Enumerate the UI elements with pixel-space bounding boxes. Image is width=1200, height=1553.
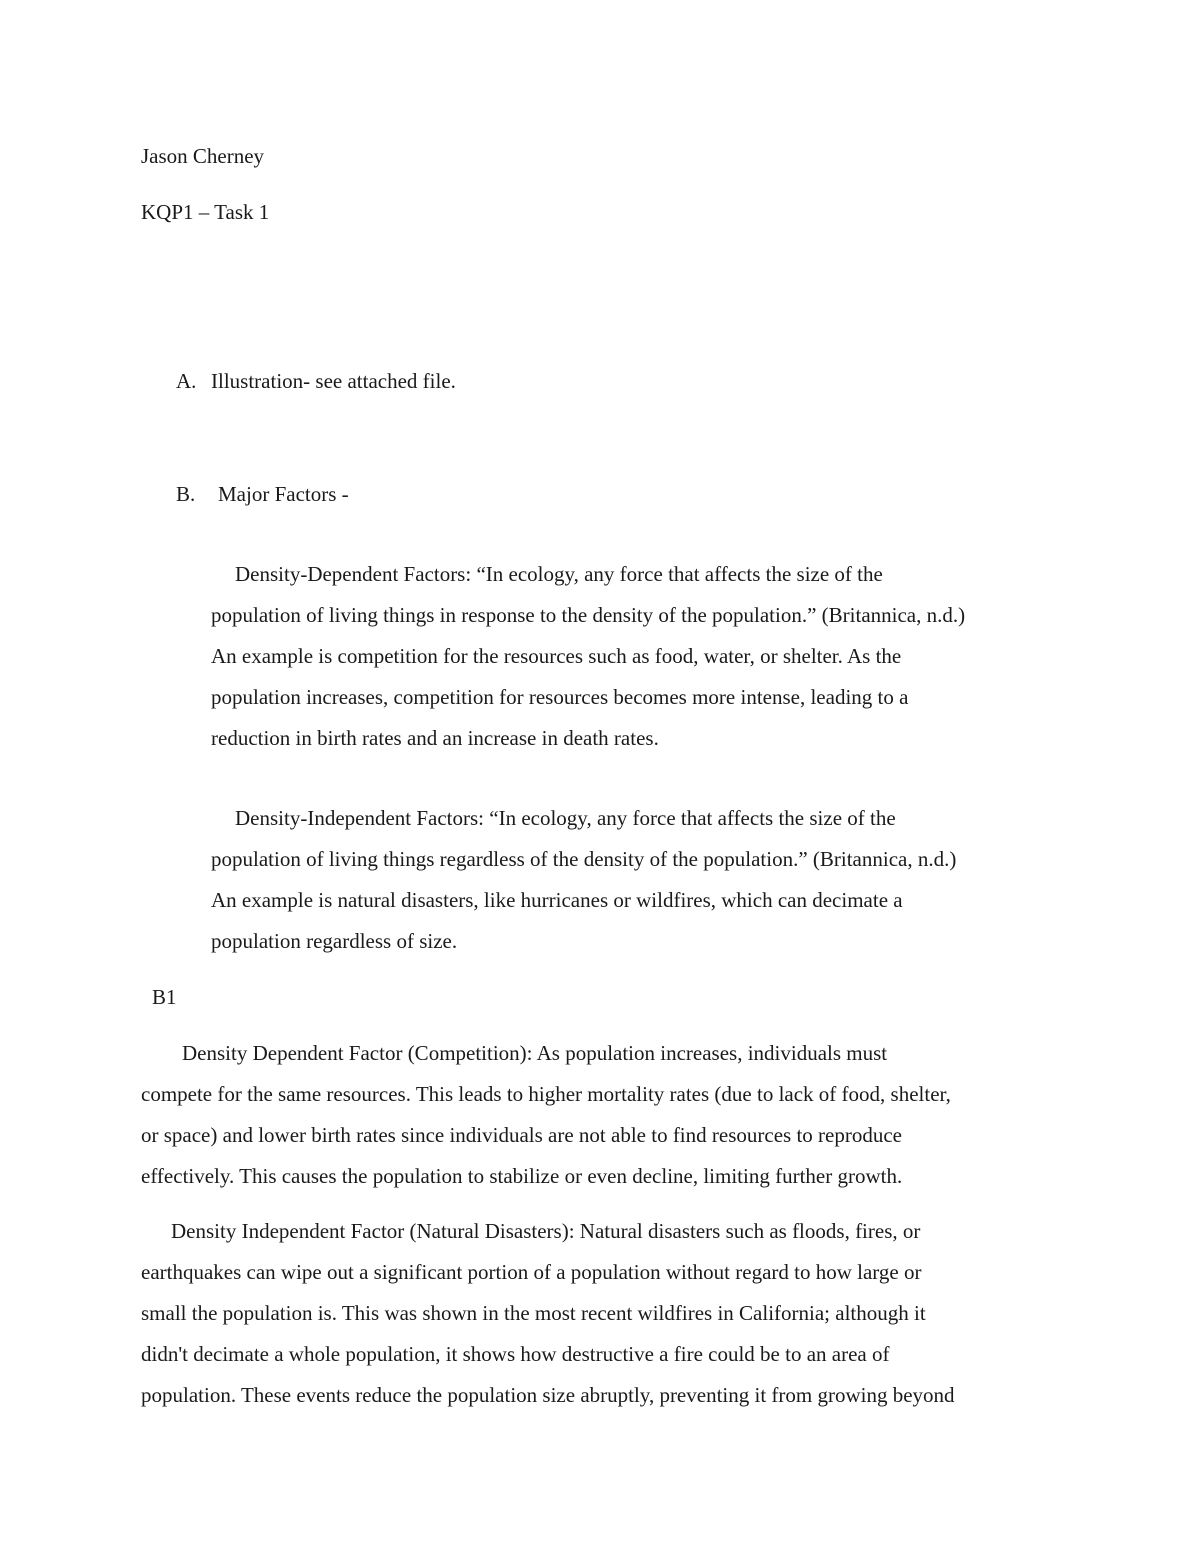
paragraph-line: effectively. This causes the population to stabilize or even decline, limiting further growth.: [141, 1164, 903, 1188]
section-a-text: Illustration- see attached file.: [211, 369, 456, 393]
density-dependent-paragraph: [211, 564, 965, 749]
b1-heading: B1: [152, 985, 177, 1009]
paragraph-line: An example is natural disasters, like hurricanes or wildfires, which can decimate a: [211, 888, 903, 912]
paragraph-line: earthquakes can wipe out a significant portion of a population without regard to how large or: [141, 1260, 922, 1284]
competition-paragraph: [141, 1043, 951, 1187]
paragraph-line: Density-Dependent Factors: “In ecology, any force that affects the size of the: [235, 562, 883, 586]
paragraph-line: small the population is. This was shown in the most recent wildfires in California; although it: [141, 1301, 926, 1325]
paragraph-line: Density Independent Factor (Natural Disasters): Natural disasters such as floods, fires, or: [171, 1219, 921, 1243]
paragraph-line: population regardless of size.: [211, 929, 458, 953]
paragraph-line: population. These events reduce the population size abruptly, preventing it from growing beyond: [141, 1383, 955, 1407]
paragraph-line: or space) and lower birth rates since individuals are not able to find resources to reproduce: [141, 1123, 902, 1147]
course-task: KQP1 – Task 1: [141, 200, 270, 224]
paragraph-line: Density Dependent Factor (Competition): As population increases, individuals must: [182, 1041, 888, 1065]
paragraph-line: An example is competition for the resources such as food, water, or shelter. As the: [211, 644, 902, 668]
natural-disasters-paragraph: [141, 1221, 955, 1406]
paragraph-line: didn't decimate a whole population, it shows how destructive a fire could be to an area of: [141, 1342, 890, 1366]
paragraph-line: population of living things in response to the density of the population.” (Britannica, n.d.): [211, 603, 966, 627]
author-name: Jason Cherney: [141, 144, 265, 168]
paragraph-line: reduction in birth rates and an increase in death rates.: [211, 726, 659, 750]
paragraph-line: population of living things regardless of the density of the population.” (Britannica, n.d.): [211, 847, 957, 871]
paragraph-line: population increases, competition for resources becomes more intense, leading to a: [211, 685, 909, 709]
section-b-text: Major Factors -: [218, 482, 349, 506]
paragraph-line: compete for the same resources. This leads to higher mortality rates (due to lack of food, shelter,: [141, 1082, 951, 1106]
paragraph-line: Density-Independent Factors: “In ecology, any force that affects the size of the: [235, 806, 896, 830]
section-b-marker: B.: [176, 482, 196, 506]
section-a-marker: A.: [176, 369, 197, 393]
density-independent-paragraph: [211, 808, 956, 952]
